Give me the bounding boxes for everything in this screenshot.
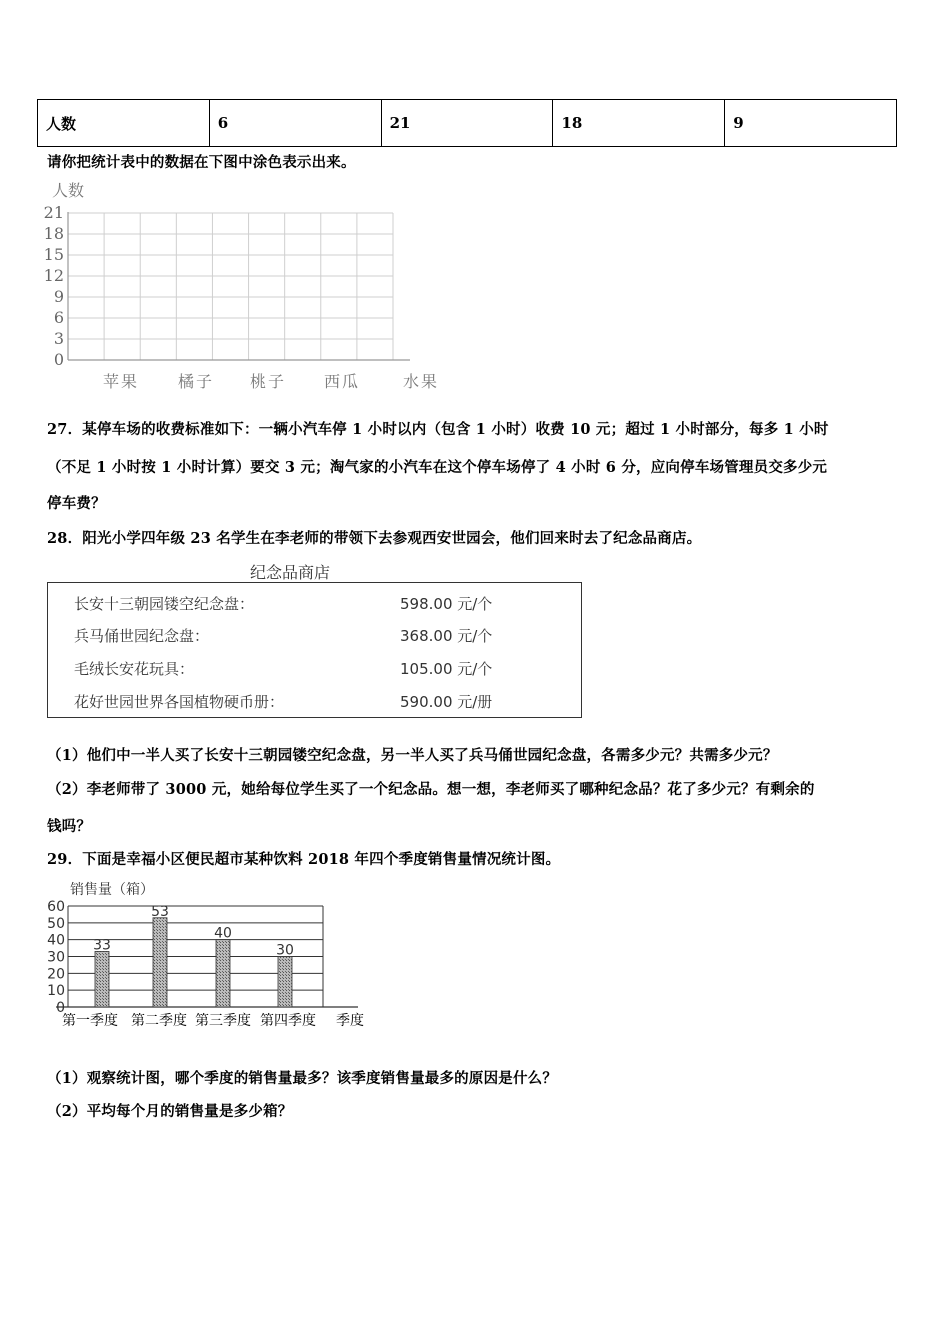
table-row (38, 100, 897, 147)
q29-sub2: （2）平均每个月的销售量是多少箱？ (47, 1103, 293, 1120)
shop-item (74, 658, 574, 682)
bar-category-label: 第一季度 (62, 1013, 118, 1029)
shop-item (74, 593, 574, 617)
grid-category-label: 西瓜 (324, 372, 361, 391)
bar-value-label: 30 (276, 942, 294, 959)
shop-item (74, 691, 574, 715)
grid-ytick-label: 21 (43, 203, 64, 222)
grid-ytick-label: 15 (43, 245, 64, 264)
q29-sub1: （1）观察统计图，哪个季度的销售量最多？该季度销售量最多的原因是什么？ (47, 1070, 558, 1087)
bar-chart-ylabel: 销售量（箱） (70, 882, 154, 898)
count-table (37, 99, 897, 147)
bar-category-label: 第四季度 (260, 1013, 316, 1029)
q28-sub1: （1）他们中一半人买了长安十三朝园镂空纪念盘，另一半人买了兵马俑世园纪念盘，各需多少元？共需多少元？ (47, 747, 778, 764)
bar-ytick-label: 0 (56, 1000, 65, 1016)
grid-category-label: 苹果 (103, 372, 140, 391)
bar-ytick-label: 60 (47, 899, 65, 915)
shop-item-name: 兵马俑世园纪念盘： (74, 627, 210, 645)
q27-line2: （不足 1 小时按 1 小时计算）要交 3 元；淘气家的小汽车在这个停车场停了 4 小时 6 分，应向停车场管理员交多少元 (47, 459, 828, 476)
q28-sub2-line1: （2）李老师带了 3000 元，她给每位学生买了一个纪念品。想一想，李老师买了哪种纪念品？花了多少元？有剩余的 (47, 781, 815, 798)
bar-category-label: 第二季度 (131, 1013, 187, 1029)
table-cell: 21 (381, 100, 553, 147)
shop-title: 纪念品商店 (250, 563, 331, 582)
shop-item-price: 368.00 元/个 (400, 627, 493, 645)
q28-sub2-line2: 钱吗？ (47, 818, 92, 835)
grid-chart-ylabel: 人数 (52, 181, 85, 200)
instruction-text: 请你把统计表中的数据在下图中涂色表示出来。 (47, 154, 356, 171)
shop-item-price: 590.00 元/册 (400, 693, 493, 711)
shop-item (74, 625, 574, 649)
bar (95, 951, 109, 1007)
grid-ytick-label: 12 (43, 266, 64, 285)
table-cell: 18 (553, 100, 725, 147)
grid-ytick-label: 0 (53, 350, 64, 369)
bar-category-label: 第三季度 (195, 1013, 251, 1029)
grid-ytick-label: 9 (53, 287, 64, 306)
shop-item-price: 598.00 元/个 (400, 595, 493, 613)
grid-ytick-label: 6 (53, 308, 64, 327)
grid-category-label: 橘子 (178, 372, 215, 391)
sales-bar-chart (40, 876, 380, 1036)
bar-ytick-label: 30 (47, 949, 65, 966)
bar-chart-xlabel: 季度 (336, 1013, 364, 1029)
q29-intro: 29．下面是幸福小区便民超市某种饮料 2018 年四个季度销售量情况统计图。 (47, 851, 561, 868)
grid-x-axis-label: 水果 (403, 372, 440, 391)
bar (278, 957, 292, 1008)
bar-ytick-label: 20 (47, 966, 65, 983)
grid-ytick-label: 18 (43, 224, 64, 243)
shop-item-name: 毛绒长安花玩具： (74, 660, 195, 678)
shop-item-price: 105.00 元/个 (400, 660, 493, 678)
table-cell: 6 (209, 100, 381, 147)
table-header-cell: 人数 (38, 100, 210, 147)
bar-ytick-label: 50 (47, 915, 65, 932)
q28-intro: 28．阳光小学四年级 23 名学生在李老师的带领下去参观西安世园会，他们回来时去了纪念品商店。 (47, 530, 702, 547)
bar-value-label: 53 (151, 903, 169, 920)
q27-line1: 27．某停车场的收费标准如下：一辆小汽车停 1 小时以内（包含 1 小时）收费 10 元；超过 1 小时部分，每多 1 小时 (47, 421, 829, 438)
bar-ytick-label: 10 (47, 983, 65, 1000)
bar-value-label: 33 (93, 937, 111, 954)
bar (216, 940, 230, 1007)
grid-ytick-label: 3 (53, 329, 64, 348)
bar-ytick-label: 40 (47, 932, 65, 949)
grid-category-label: 桃子 (250, 372, 287, 391)
shop-item-name: 长安十三朝园镂空纪念盘： (74, 595, 255, 613)
q27-line3: 停车费？ (47, 495, 106, 512)
shop-price-box (47, 582, 582, 718)
empty-grid-chart (38, 200, 458, 400)
shop-item-name: 花好世园世界各国植物硬币册： (74, 693, 285, 711)
bar-value-label: 40 (214, 925, 232, 942)
bar (153, 918, 167, 1007)
table-cell: 9 (725, 100, 897, 147)
